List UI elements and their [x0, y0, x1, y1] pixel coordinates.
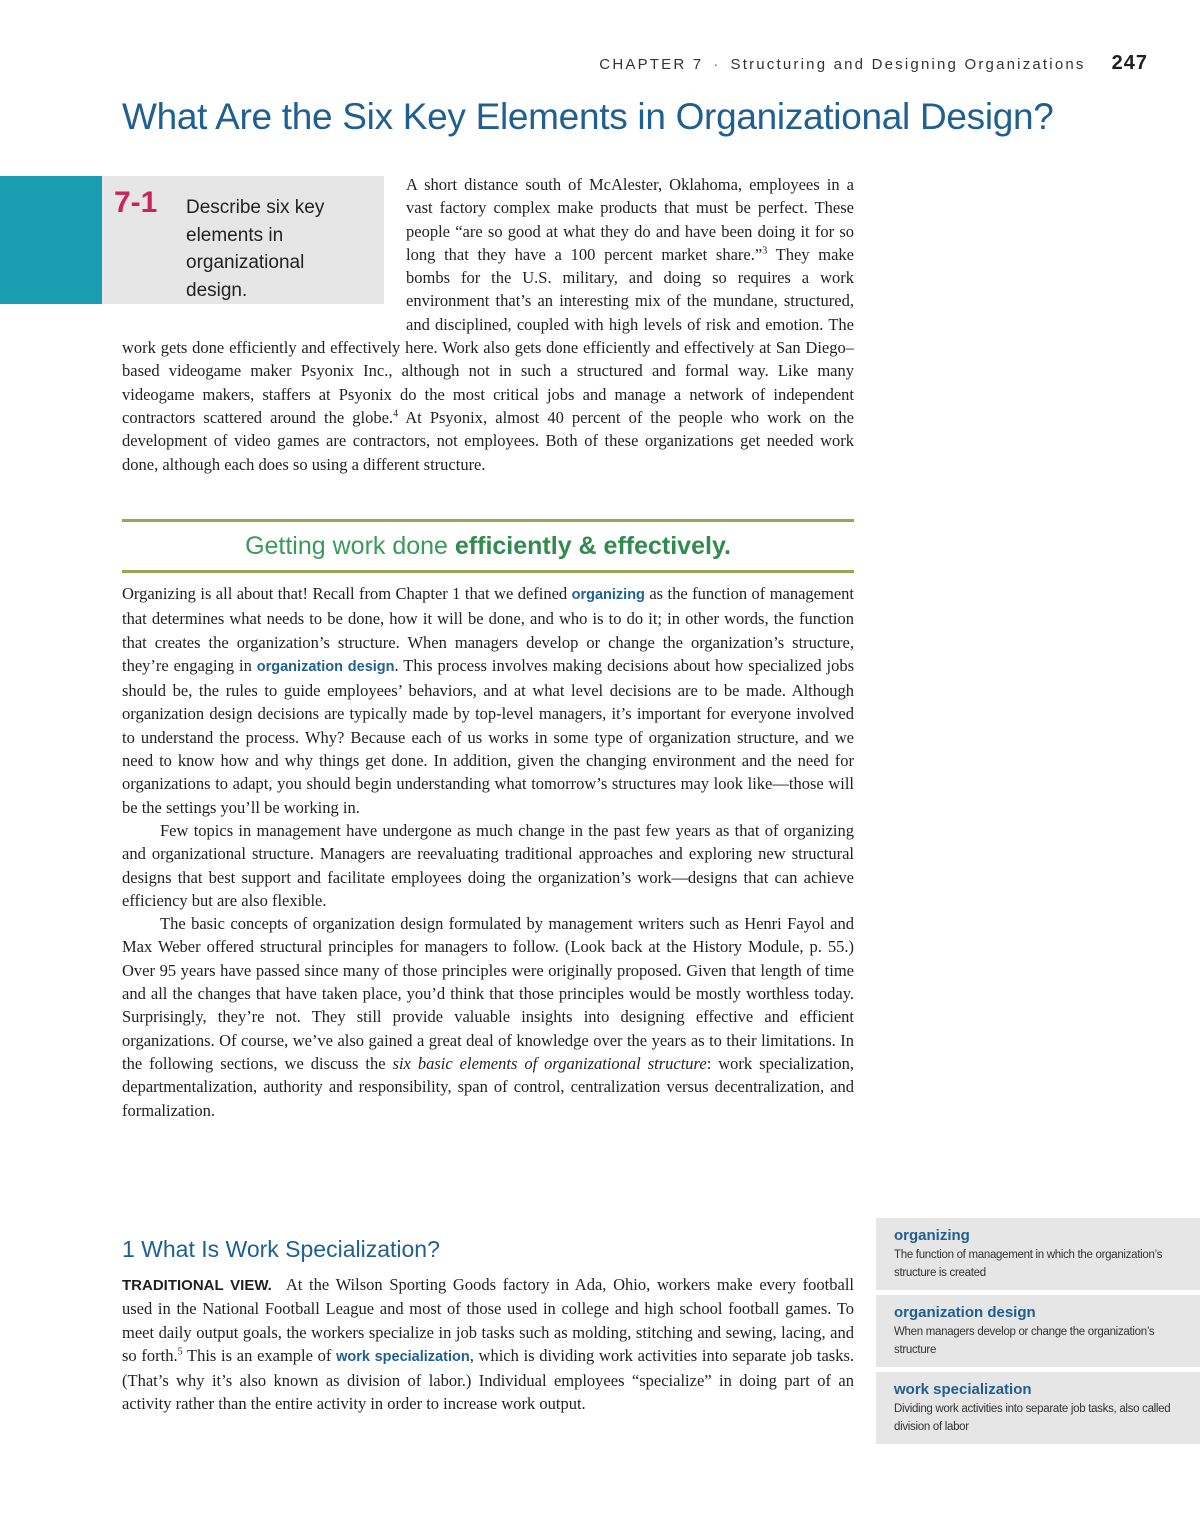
glossary-definition: The function of management in which the organization’s structure is created — [894, 1249, 1163, 1279]
body-paragraph-1 — [122, 582, 854, 819]
text-run: . This process involves making decisions about how specialized jobs should be, the rules to guide employees’ behaviors, and at what level decisions are to be made. Although organization design decisions are typically made by top-level managers, it’s important for everyone involved to understand the process. Why? Because each of us works in some type of organization structure, and we need to know how and why things get done. In addition, given the changing environment and the need for organizations to adapt, you should begin understanding what tomorrow’s structures may look like—those will be the settings you’ll be working in. — [122, 655, 854, 817]
objective-spacer — [122, 173, 406, 336]
body-text — [122, 582, 854, 1122]
key-term-organization-design: organization design — [256, 658, 395, 675]
glossary-term: organizing — [894, 1227, 970, 1244]
glossary-definition: When managers develop or change the organization’s structure — [894, 1326, 1155, 1356]
section-heading: 1 What Is Work Specialization? — [122, 1236, 440, 1262]
glossary-entry — [876, 1218, 1200, 1290]
footnote-ref: 5 — [177, 1346, 183, 1358]
footnote-ref: 4 — [393, 408, 399, 420]
intro-paragraph — [122, 173, 854, 476]
text-run: , which is dividing work activities into separate job tasks. (That’s why it’s also known as division of labor.) Individual employees “specialize” in doing part of an activity rather than the entire activity in order to increase work output. — [122, 1345, 854, 1414]
emphasis-text: six basic elements of organizational structure — [392, 1053, 707, 1073]
chapter-label: CHAPTER 7 — [599, 56, 704, 73]
page-title: What Are the Six Key Elements in Organizational Design? — [122, 96, 1054, 137]
glossary-entry — [876, 1372, 1200, 1444]
section-paragraph — [122, 1273, 854, 1416]
key-term-organizing: organizing — [571, 587, 645, 603]
text-run: as the function of management that determines what needs to be done, how it will be done, and who is to do it; in other words, the function that creates the organization’s structure. When managers develop or change the organization’s structure, they’re engaging in — [122, 584, 854, 675]
glossary-term: organization design — [894, 1304, 1036, 1321]
glossary-term: work specialization — [894, 1381, 1032, 1398]
objective-accent-bar — [0, 176, 102, 304]
key-term-work-specialization: work specialization — [336, 1348, 470, 1365]
body-paragraph-3 — [122, 912, 854, 1122]
objective-number: 7-1 — [114, 186, 158, 219]
pull-quote-bold: efficiently & effectively. — [454, 532, 731, 560]
text-run: Organizing is all about that! Recall from Chapter 1 that we defined — [122, 584, 572, 603]
glossary-definition: Dividing work activities into separate job tasks, also called division of labor — [894, 1403, 1171, 1433]
page-number: 247 — [1111, 52, 1148, 74]
intro-text-2: They make bombs for the U.S. military, and doing so requires a work environment that’s an interesting mix of the mundane, structured, and disciplined, coupled with high levels of risk and emotion. The work gets done efficiently and effectively here. Work also gets done efficiently and effectively at San Diego–based videogame maker Psyonix Inc., although not in such a structured and formal way. Like many videogame makers, staffers at Psyonix do the most critical jobs and manage a network of independent contractors scattered around the globe. — [122, 244, 854, 427]
text-run: This is an example of — [182, 1345, 337, 1365]
run-in-head: TRADITIONAL VIEW. — [122, 1277, 272, 1294]
footnote-ref: 3 — [762, 245, 768, 257]
text-run: At the Wilson Sporting Goods factory in Ada, Ohio, workers make every football used in the National Football League and most of those used in college and high school football games. To meet daily output goals, the workers specialize in job tasks such as molding, stitching and sewing, lacing, and so forth. — [122, 1275, 854, 1365]
chapter-title: Structuring and Designing Organizations — [730, 56, 1086, 73]
body-paragraph-2: Few topics in management have undergone as much change in the past few years as that of organizing and organizational structure. Managers are reevaluating traditional approaches and exploring new structural designs that best support and facilitate employees doing the organization’s work—designs that can achieve efficiency but are also flexible. — [122, 820, 854, 910]
pull-quote — [122, 519, 854, 573]
margin-glossary — [876, 1218, 1200, 1449]
intro-text-1: A short distance south of McAlester, Oklahoma, employees in a vast factory complex make products that must be perfect. These people “are so good at what they do and have been doing it for so long that they have a 100 percent market share.” — [406, 175, 854, 264]
running-head — [500, 52, 1148, 75]
text-run: : work specialization, departmentalization, authority and responsibility, span of control, centralization versus decentralization, and formalization. — [122, 1053, 854, 1120]
objective-text: Describe six key elements in organizational design. — [186, 197, 325, 301]
text-run: The basic concepts of organization design formulated by management writers such as Henri Fayol and Max Weber offered structural principles for managers to follow. (Look back at the History Module, p. 55.) Over 95 years have passed since many of those principles were originally proposed. Given that length of time and all the changes that have taken place, you’d think that those principles would be mostly worthless today. Surprisingly, they’re not. They still provide valuable insights into designing effective and efficient organizations. Of course, we’ve also gained a great deal of knowledge over the years as to their limitations. In the following sections, we discuss the — [122, 914, 854, 1073]
pull-quote-light: Getting work done — [245, 532, 455, 560]
header-separator: · — [713, 56, 721, 73]
intro-text-3: At Psyonix, almost 40 percent of the people who work on the development of video games are contractors, not employees. Both of these organizations get needed work done, although each does so using a different structure. — [122, 407, 854, 474]
glossary-entry — [876, 1295, 1200, 1367]
